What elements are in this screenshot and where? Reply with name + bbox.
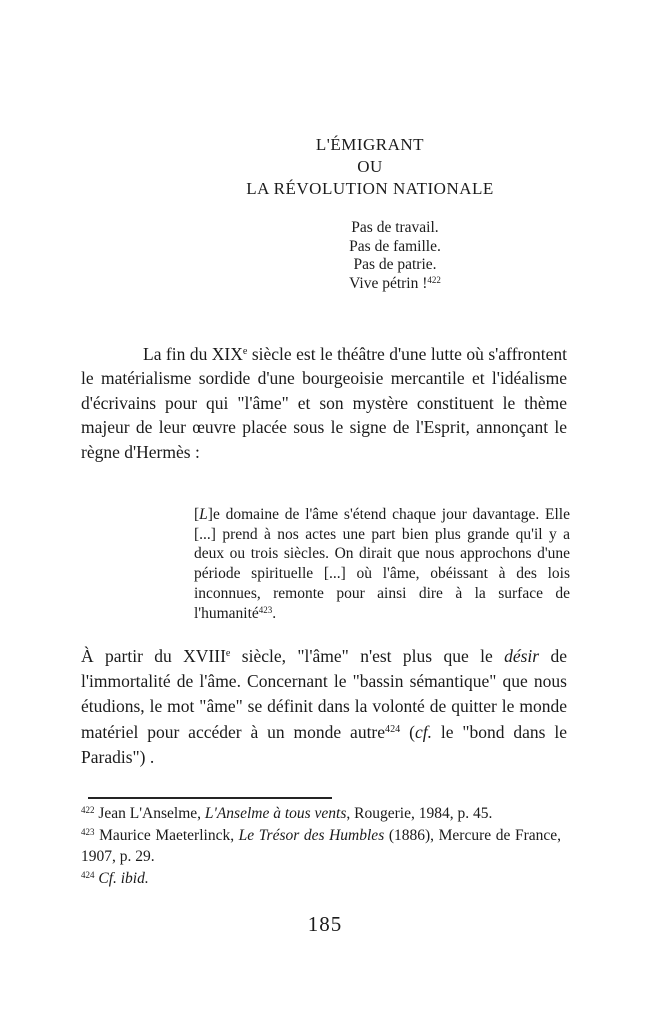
epigraph-line-3: Pas de patrie.	[353, 256, 437, 274]
epigraph-line-2: Pas de famille.	[349, 237, 441, 255]
footnotes-block	[81, 803, 561, 889]
body-paragraph-1: La fin du XIXe siècle est le théâtre d'une lutte où s'affrontent le matérialisme sordide d'une bourgeoisie mercantile et l'idéalisme d'écrivains pour qui "l'âme" et son mystère constituent le thème majeur de leur œuvre placée sous le signe de l'Esprit, annonçant le règne d'Hermès :	[81, 344, 567, 462]
footnote-separator	[88, 797, 332, 799]
chapter-title	[90, 134, 650, 200]
title-line-2: OU	[357, 157, 383, 176]
block-quote: [L]e domaine de l'âme s'étend chaque jour davantage. Elle [...] prend à nos actes une part bien plus grande qu'il y a deux ou trois siècles. On dirait que nous approchons d'une période spirituelle [...] où l'âme, obéissant à des lois inconnues, remonte pour ainsi dire à la surface de l'humanité$^{423}$.	[194, 506, 570, 622]
footnote-423: $^{423}$ Maurice Maeterlinck, Le Trésor des Humbles (1886), Mercure de France, 1907, p. 29.	[81, 826, 561, 866]
epigraph-line-4: Vive pétrin !$^{422}$	[349, 274, 441, 292]
title-line-3: LA RÉVOLUTION NATIONALE	[246, 179, 494, 198]
footnote-424: $^{424}$ Cf. ibid.	[81, 869, 149, 887]
body-paragraph-2: À partir du XVIIIe siècle, "l'âme" n'est plus que le désir de l'immortalité de l'âme. Concernant le "bassin sémantique" que nous étudions, le mot "âme" se définit dans la volonté de quitter le monde matériel pour accéder à un monde autre$^{424}$ (cf. le "bond dans le Paradis") .	[81, 646, 567, 767]
epigraph-line-1: Pas de travail.	[351, 219, 439, 236]
title-line-1: L'ÉMIGRANT	[315, 135, 425, 154]
page-number: 185	[307, 912, 343, 936]
footnote-422: $^{422}$ Jean L'Anselme, L'Anselme à tous vents, Rougerie, 1984, p. 45.	[81, 805, 493, 822]
epigraph-poem	[263, 219, 527, 293]
